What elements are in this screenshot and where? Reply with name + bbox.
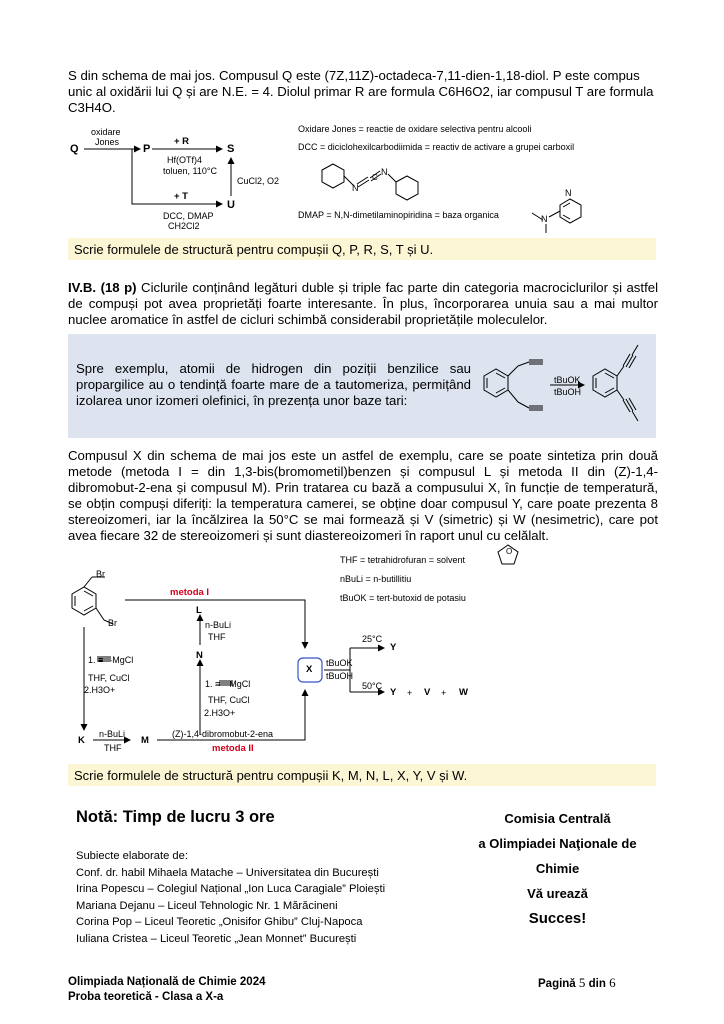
compound-Q-label: Q xyxy=(70,143,79,155)
task-2-text: Scrie formulele de structură pentru compușii K, M, N, L, X, Y, V și W. xyxy=(74,768,468,783)
commission-line-3: Chimie xyxy=(535,861,580,876)
footer-class: Proba teoretică - Clasa a X-a xyxy=(68,991,224,1003)
nbuli-label-lower: n-BuLi xyxy=(99,729,126,739)
br-bottom-label: Br xyxy=(108,618,117,628)
intro-line-1: S din schema de mai jos. Compusul Q este (7Z,11Z)-octadeca-7,11-dien-1,18-diol. P este compus xyxy=(68,68,640,83)
authors-block xyxy=(76,848,385,947)
def-dmap: DMAP = N,N-dimetilaminopiridina = baza organica xyxy=(298,210,499,220)
footer-olympiad: Olimpiada Națională de Chimie 2024 xyxy=(68,976,266,988)
compound-Y-label-1: Y xyxy=(390,642,397,653)
section-ivb-heading: IV.B. (18 p) xyxy=(68,280,137,295)
compound-L-label: L xyxy=(196,605,202,616)
def-nbuli: nBuLi = n-butillitiu xyxy=(340,574,412,584)
svg-text:O: O xyxy=(506,547,513,556)
example-reagent-2: tBuOH xyxy=(554,387,582,397)
paragraph-X: Compusul X din schema de mai jos este un astfel de exemplu, care se poate sintetiza prin două metode (metoda I = din 1,3-bis(bromometil)benzen și compusul L și metoda II din (Z)-1,4-dibromobut-2-ena și compusul M). Prin tratarea cu bază a compusului X, în funcție de temperatură, se obțin compuși diferiți: la temperatura camerei, se obține doar compusul Y, care poate prezenta 8 stereoizomeri, iar la încălzirea la 50°C se mai formează și V (simetric) și W (nesimetric), care pot avea fiecare 32 de stereoizomeri și sunt diastereoizomeri în raport unul cu celălalt. xyxy=(68,448,658,543)
example-text: Spre exemplu, atomii de hidrogen din poziții benzilice sau propargilice au o tendință foarte mare de a tautomeriza, permițând izolarea unor izomeri olefinici, în prezența unor baze tari: xyxy=(76,361,471,408)
authors-title: Subiecte elaborate de: xyxy=(76,850,188,862)
example-reagent-1: tBuOK xyxy=(554,375,581,385)
svg-text:C: C xyxy=(372,173,378,182)
commission-line-1: Comisia Centrală xyxy=(504,811,611,826)
author-1: Conf. dr. habil Mihaela Matache – Universitatea din București xyxy=(76,866,379,879)
grignard-label-left: 1. ≡—MgCl xyxy=(88,655,134,665)
intro-line-2: unic al oxidării lui Q și are N.E. = 4. Diolul primar R are formula C6H6O2, iar compusul T are formula xyxy=(68,84,654,99)
tbuok-label: tBuOK xyxy=(326,658,353,668)
svg-text:N: N xyxy=(565,188,572,198)
commission-line-2: a Olimpiadei Naţionale de xyxy=(478,836,637,851)
temp-50-label: 50°C xyxy=(362,681,383,691)
author-2: Irina Popescu – Colegiul Național „Ion Luca Caragiale” Ploiești xyxy=(76,883,386,895)
hf-otf-label: Hf(OTf)4 xyxy=(167,155,202,165)
author-4: Corina Pop – Liceul Teoretic „Onisifor Ghibu” Cluj-Napoca xyxy=(76,916,363,928)
h3o-label-right: 2.H3O+ xyxy=(204,708,236,718)
plus-sign-1: + xyxy=(407,688,413,698)
nbuli-label-upper: n-BuLi xyxy=(205,620,232,630)
intro-line-3: C3H4O. xyxy=(68,100,116,115)
compound-W-label: W xyxy=(459,687,468,698)
commission-line-4: Vă urează xyxy=(527,886,588,901)
thf-label-upper: THF xyxy=(208,632,226,642)
compound-Y-label-2: Y xyxy=(390,687,397,698)
oxidation-label-2: Jones xyxy=(95,137,120,147)
def-tbuok: tBuOK = tert-butoxid de potasiu xyxy=(340,593,466,603)
thf-cucl-label-left: THF, CuCl xyxy=(88,673,130,683)
plus-R-label: + R xyxy=(174,136,190,147)
commission-block xyxy=(470,806,645,931)
footer-left xyxy=(68,975,265,1005)
compound-S-label: S xyxy=(227,143,235,155)
oxidation-label-1: oxidare xyxy=(91,127,121,137)
commission-line-5: Succes! xyxy=(528,910,587,927)
cucl2-label: CuCl2, O2 xyxy=(237,176,280,186)
author-3: Mariana Dejanu – Liceul Tehnologic Nr. 1 Mărăcineni xyxy=(76,899,338,912)
compound-X-label: X xyxy=(306,664,313,675)
task-1-text: Scrie formulele de structură pentru compușii Q, P, R, S, T și U. xyxy=(74,242,434,257)
temp-25-label: 25°C xyxy=(362,634,383,644)
plus-T-label: + T xyxy=(174,191,188,202)
metoda-2-label: metoda II xyxy=(212,743,254,754)
grignard-label-right: 1. ≡—MgCl xyxy=(205,679,251,689)
compound-K-label: K xyxy=(78,735,85,746)
time-note: Notă: Timp de lucru 3 ore xyxy=(76,808,275,826)
tbuoh-label: tBuOH xyxy=(326,671,354,681)
svg-text:N: N xyxy=(352,183,359,193)
plus-sign-2: + xyxy=(441,688,447,698)
dibromobutena-label: (Z)-1,4-dibromobut-2-ena xyxy=(172,729,274,739)
compound-P-label: P xyxy=(143,143,151,155)
thf-label-lower: THF xyxy=(104,743,122,753)
def-thf: THF = tetrahidrofuran = solvent xyxy=(340,555,466,565)
section-ivb-text: Ciclurile conținând legături duble și triple fac parte din categoria macrociclurilor și astfel de compuși pot avea proprietăți foarte interesante. În plus, încorporarea unuia sau a mai multor nuclee aromatice în astfel de cicluri schimbă considerabil proprietățile moleculelor. xyxy=(68,280,658,327)
compound-N-label: N xyxy=(196,650,203,661)
def-jones: Oxidare Jones = reactie de oxidare selectiva pentru alcooli xyxy=(298,124,532,134)
br-top-label: Br xyxy=(96,569,105,579)
ch2cl2-label: CH2Cl2 xyxy=(168,221,200,231)
svg-text:N: N xyxy=(381,167,388,177)
compound-U-label: U xyxy=(227,199,235,211)
footer-page-number: Pagină 5 din 6 xyxy=(538,975,616,990)
compound-M-label: M xyxy=(141,735,149,746)
task-2-box xyxy=(68,764,656,786)
metoda-1-label: metoda I xyxy=(170,587,210,598)
dcc-dmap-label: DCC, DMAP xyxy=(163,211,214,221)
svg-text:N: N xyxy=(541,214,548,224)
toluen-label: toluen, 110°C xyxy=(163,166,217,176)
h3o-label-left: 2.H3O+ xyxy=(84,685,116,695)
thf-cucl-label-right: THF, CuCl xyxy=(208,695,250,705)
author-5: Iuliana Cristea – Liceul Teoretic „Jean Monnet” București xyxy=(76,932,357,945)
def-dcc: DCC = diciclohexilcarbodiimida = reactiv de activare a grupei carboxil xyxy=(298,142,575,152)
compound-V-label: V xyxy=(424,687,431,698)
